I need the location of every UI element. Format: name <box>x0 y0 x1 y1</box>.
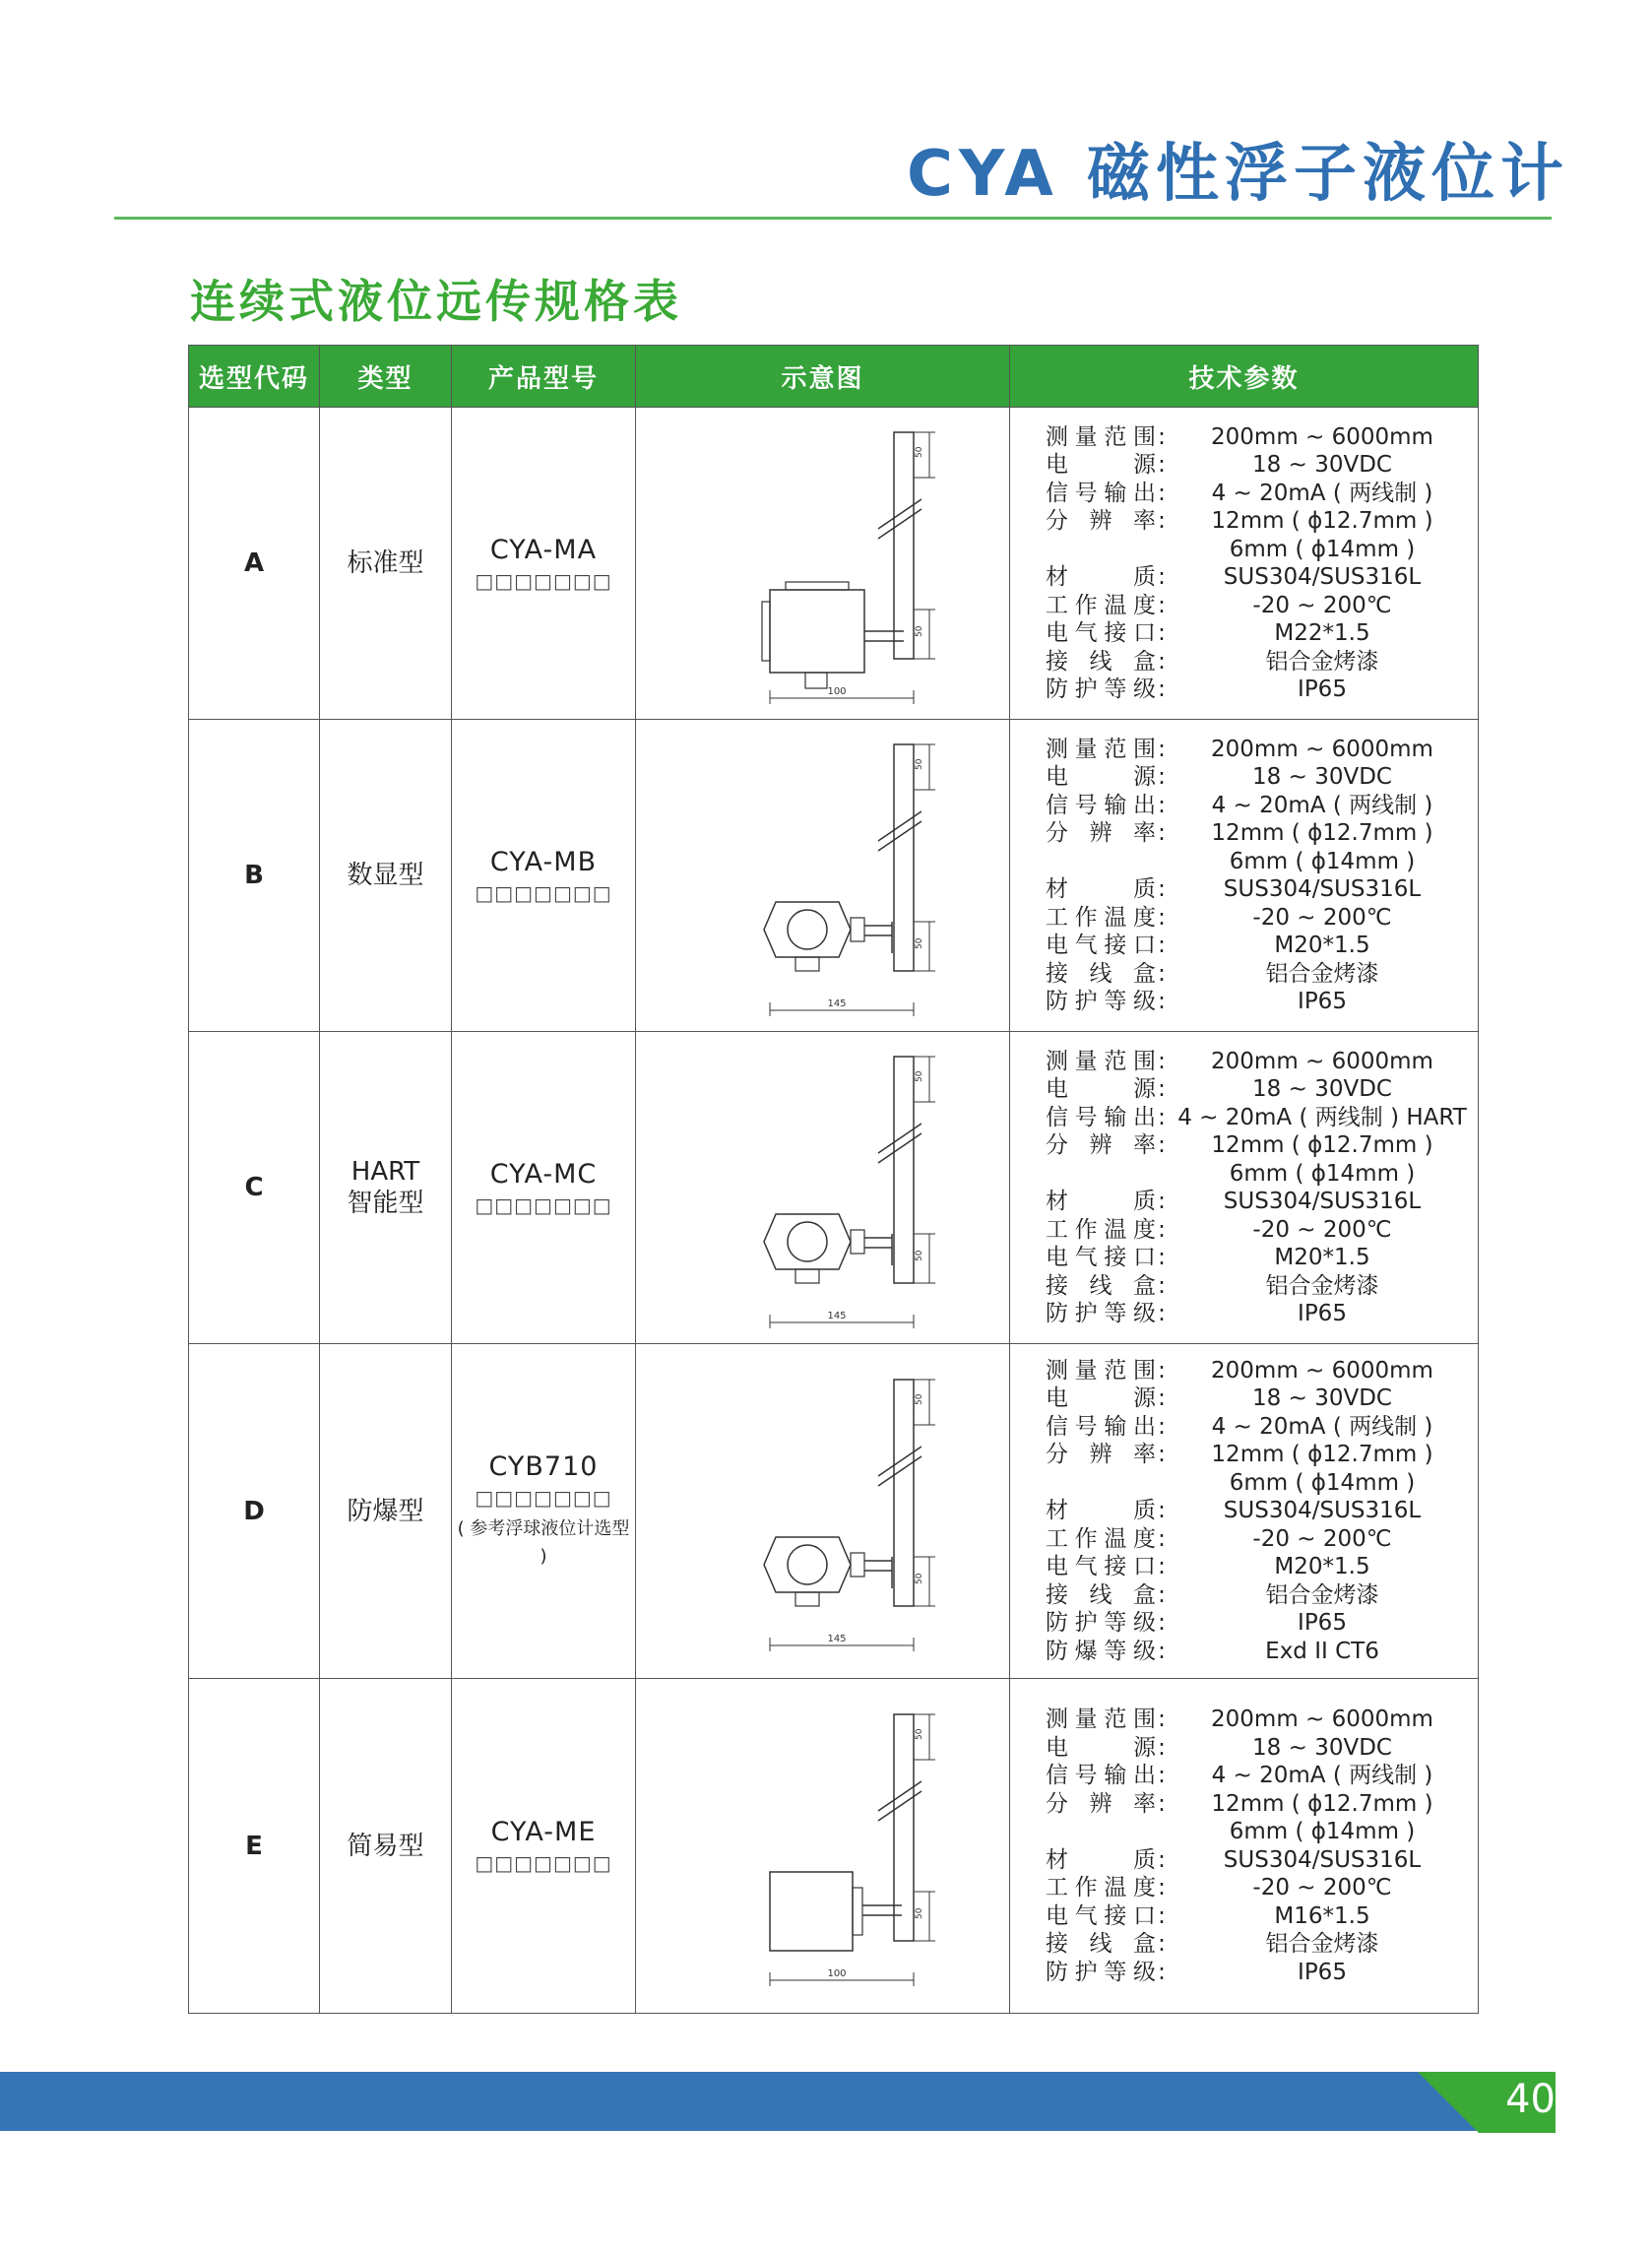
param-value: 4 ~ 20mA ( 两线制 ) HART <box>1177 1104 1467 1130</box>
param-value: -20 ~ 200℃ <box>1252 592 1392 618</box>
param-label: 电气接口 <box>1046 620 1156 646</box>
param-row <box>1046 1244 1477 1272</box>
param-value: M22*1.5 <box>1274 620 1370 646</box>
junction-box-cap <box>762 602 770 661</box>
param-row <box>1046 451 1477 480</box>
param-label: 电源 <box>1046 1734 1156 1761</box>
param-label: 工作温度 <box>1046 1525 1156 1552</box>
param-label: 电气接口 <box>1046 1902 1156 1929</box>
param-colon: : <box>1158 1790 1166 1817</box>
param-row <box>1046 1790 1477 1819</box>
dimension-label: 145 <box>826 1310 847 1321</box>
param-row <box>1046 932 1477 960</box>
dimension-label: 50 <box>914 625 924 637</box>
param-value: 200mm ~ 6000mm <box>1211 1048 1433 1074</box>
param-colon: : <box>1158 1048 1166 1074</box>
model-number: CYA-ME <box>490 1817 597 1847</box>
param-colon: : <box>1158 1357 1166 1384</box>
param-colon: : <box>1158 1734 1166 1761</box>
dimension-label: 50 <box>914 1070 924 1082</box>
param-row <box>1046 676 1477 704</box>
param-row <box>1046 1385 1477 1413</box>
param-label: 分辨率 <box>1046 820 1156 846</box>
dimension-label: 50 <box>914 937 924 949</box>
param-colon: : <box>1158 1846 1166 1873</box>
param-colon: : <box>1158 1104 1166 1130</box>
params-cell <box>1010 720 1479 1032</box>
table-header-row <box>189 346 1479 408</box>
model-placeholder: □□□□□□□ <box>475 1851 612 1875</box>
param-value: Exd II CT6 <box>1265 1638 1379 1664</box>
table-row <box>189 1032 1479 1344</box>
param-label: 材质 <box>1046 876 1156 902</box>
param-row <box>1046 819 1477 848</box>
param-colon: : <box>1158 736 1166 762</box>
param-value: -20 ~ 200℃ <box>1252 1875 1392 1900</box>
measuring-tube <box>894 744 914 971</box>
param-row <box>1046 1581 1477 1610</box>
selection-code: B <box>189 720 320 1032</box>
param-colon: : <box>1158 1638 1166 1664</box>
param-label: 接线盒 <box>1046 960 1156 987</box>
param-value: 18 ~ 30VDC <box>1252 764 1392 790</box>
dimension-label: 145 <box>826 1634 847 1644</box>
param-value: -20 ~ 200℃ <box>1252 1525 1392 1552</box>
cable-gland <box>805 673 827 688</box>
diagram-cell <box>636 720 1010 1032</box>
model-note: ( 参考浮球液位计选型 ) <box>457 1518 630 1567</box>
cable-gland <box>795 1269 819 1283</box>
param-colon: : <box>1158 764 1166 790</box>
param-label: 工作温度 <box>1046 904 1156 931</box>
table-row <box>189 720 1479 1032</box>
param-row <box>1046 423 1477 452</box>
type-cell <box>320 720 452 1032</box>
param-colon: : <box>1158 1442 1166 1468</box>
param-value: M20*1.5 <box>1274 1554 1370 1580</box>
param-row <box>1046 988 1477 1016</box>
param-row <box>1046 1104 1477 1132</box>
dimension-label: 50 <box>914 1728 924 1740</box>
param-row <box>1046 1762 1477 1790</box>
param-continuation: 6mm ( ϕ14mm ) <box>1229 1469 1416 1496</box>
junction-box-top <box>786 582 849 590</box>
params-cell <box>1010 408 1479 720</box>
measuring-tube <box>894 1380 914 1606</box>
type-cell <box>320 408 452 720</box>
param-colon: : <box>1158 876 1166 902</box>
params-cell <box>1010 1032 1479 1344</box>
param-colon: : <box>1158 1498 1166 1524</box>
footer-bar <box>0 2072 1477 2131</box>
param-label: 电源 <box>1046 1076 1156 1102</box>
param-row <box>1046 1216 1477 1245</box>
param-colon: : <box>1158 1763 1166 1788</box>
param-value: 200mm ~ 6000mm <box>1211 1707 1433 1732</box>
param-label: 工作温度 <box>1046 592 1156 618</box>
param-colon: : <box>1158 792 1166 818</box>
param-value: 18 ~ 30VDC <box>1252 1385 1392 1412</box>
param-value: 铝合金烤漆 <box>1265 960 1379 987</box>
model-placeholder: □□□□□□□ <box>475 568 612 593</box>
param-value: -20 ~ 200℃ <box>1252 1216 1392 1243</box>
param-row <box>1046 1959 1477 1987</box>
param-colon: : <box>1158 1554 1166 1580</box>
selection-code: E <box>189 1679 320 2014</box>
param-colon: : <box>1158 592 1166 618</box>
gauge-schematic <box>705 413 941 708</box>
param-value: 4 ~ 20mA ( 两线制 ) <box>1211 1763 1433 1788</box>
param-colon: : <box>1158 1931 1166 1957</box>
param-row <box>1046 1874 1477 1902</box>
param-value: 12mm ( ϕ12.7mm ) <box>1211 1790 1433 1817</box>
param-row <box>1046 1441 1477 1469</box>
param-value: 4 ~ 20mA ( 两线制 ) <box>1211 792 1433 818</box>
param-label: 材质 <box>1046 564 1156 590</box>
param-row <box>1046 648 1477 676</box>
param-label: 材质 <box>1046 1189 1156 1214</box>
param-value: 铝合金烤漆 <box>1265 1272 1379 1299</box>
param-continuation: 6mm ( ϕ14mm ) <box>1229 1819 1416 1844</box>
param-label: 信号输出 <box>1046 1413 1156 1440</box>
param-value: 4 ~ 20mA ( 两线制 ) <box>1211 1413 1433 1440</box>
param-colon: : <box>1158 1301 1166 1326</box>
param-colon: : <box>1158 820 1166 846</box>
diagram-cell <box>636 1679 1010 2014</box>
param-colon: : <box>1158 1902 1166 1929</box>
type-cell <box>320 1344 452 1679</box>
param-label: 信号输出 <box>1046 480 1156 506</box>
diagram-cell <box>636 1032 1010 1344</box>
model-cell <box>452 1032 636 1344</box>
param-label: 测量范围 <box>1046 423 1156 450</box>
junction-box-neck <box>851 1230 864 1254</box>
param-label: 分辨率 <box>1046 1442 1156 1468</box>
param-row <box>1046 1497 1477 1525</box>
param-label: 防护等级 <box>1046 1301 1156 1326</box>
measuring-tube <box>894 1714 914 1941</box>
type-line: HART <box>350 1157 420 1187</box>
param-colon: : <box>1158 452 1166 478</box>
param-colon: : <box>1158 1707 1166 1732</box>
param-row <box>1046 904 1477 933</box>
param-value: SUS304/SUS316L <box>1223 1498 1422 1524</box>
param-colon: : <box>1158 1610 1166 1637</box>
param-value: 200mm ~ 6000mm <box>1211 736 1433 762</box>
param-colon: : <box>1158 1189 1166 1214</box>
param-row <box>1046 763 1477 792</box>
param-value: 铝合金烤漆 <box>1265 648 1379 675</box>
junction-box-neck <box>851 1553 864 1577</box>
param-row <box>1046 619 1477 648</box>
display-window <box>788 910 827 949</box>
param-value: 18 ~ 30VDC <box>1252 1076 1392 1102</box>
param-label: 信号输出 <box>1046 1763 1156 1788</box>
param-continuation: 6mm ( ϕ14mm ) <box>1229 536 1416 562</box>
selection-code: A <box>189 408 320 720</box>
param-value: 12mm ( ϕ12.7mm ) <box>1211 508 1433 534</box>
param-value: 4 ~ 20mA ( 两线制 ) <box>1211 480 1433 506</box>
param-value: 铝合金烤漆 <box>1265 1931 1379 1957</box>
param-row <box>1046 875 1477 904</box>
param-label: 接线盒 <box>1046 1272 1156 1299</box>
param-value: SUS304/SUS316L <box>1223 876 1422 902</box>
param-row <box>1046 1734 1477 1763</box>
section-title: 连续式液位远传规格表 <box>190 275 682 328</box>
column-header: 产品型号 <box>452 346 636 408</box>
param-colon: : <box>1158 1385 1166 1412</box>
dimension-label: 100 <box>826 1968 847 1979</box>
param-label: 防护等级 <box>1046 989 1156 1014</box>
param-value: SUS304/SUS316L <box>1223 1189 1422 1214</box>
param-colon: : <box>1158 989 1166 1014</box>
param-label: 电源 <box>1046 764 1156 790</box>
param-row <box>1046 1272 1477 1301</box>
param-label: 分辨率 <box>1046 508 1156 534</box>
param-value: IP65 <box>1298 1301 1347 1326</box>
spec-table <box>188 345 1479 2014</box>
param-label: 电气接口 <box>1046 1554 1156 1580</box>
param-value: 18 ~ 30VDC <box>1252 452 1392 478</box>
param-row <box>1046 1188 1477 1216</box>
param-label: 防爆等级 <box>1046 1638 1156 1664</box>
display-window <box>788 1545 827 1584</box>
type-cell <box>320 1679 452 2014</box>
gauge-schematic <box>705 1695 941 1990</box>
type-line: 防爆型 <box>347 1496 424 1526</box>
param-row <box>1046 507 1477 536</box>
param-label: 电源 <box>1046 1385 1156 1412</box>
param-continuation: 6mm ( ϕ14mm ) <box>1229 1160 1416 1187</box>
column-header: 类型 <box>320 346 452 408</box>
dimension-label: 100 <box>826 685 847 697</box>
gauge-schematic <box>705 725 941 1020</box>
model-number: CYA-MA <box>489 534 598 565</box>
param-row <box>1046 563 1477 592</box>
param-value: 18 ~ 30VDC <box>1252 1734 1392 1761</box>
param-label: 工作温度 <box>1046 1216 1156 1243</box>
model-placeholder: □□□□□□□ <box>475 880 612 905</box>
param-value: SUS304/SUS316L <box>1223 1846 1422 1873</box>
page-number: 40 <box>1505 2077 1556 2122</box>
param-colon: : <box>1158 1245 1166 1270</box>
param-colon: : <box>1158 1959 1166 1985</box>
params-cell <box>1010 1344 1479 1679</box>
param-row <box>1046 1075 1477 1104</box>
param-colon: : <box>1158 1076 1166 1102</box>
type-cell <box>320 1032 452 1344</box>
param-colon: : <box>1158 620 1166 646</box>
param-colon: : <box>1158 904 1166 931</box>
param-label: 防护等级 <box>1046 1610 1156 1637</box>
param-value: IP65 <box>1298 989 1347 1014</box>
model-cell <box>452 408 636 720</box>
column-header: 技术参数 <box>1010 346 1479 408</box>
param-colon: : <box>1158 1272 1166 1299</box>
param-row <box>1046 1131 1477 1160</box>
param-label: 分辨率 <box>1046 1132 1156 1158</box>
param-row <box>1046 736 1477 764</box>
param-colon: : <box>1158 676 1166 702</box>
param-row <box>1046 1525 1477 1554</box>
param-label: 材质 <box>1046 1498 1156 1524</box>
param-colon: : <box>1158 1413 1166 1440</box>
model-number: CYA-MC <box>489 1158 598 1190</box>
param-label: 工作温度 <box>1046 1875 1156 1900</box>
table-row <box>189 408 1479 720</box>
param-value: 12mm ( ϕ12.7mm ) <box>1211 1132 1433 1158</box>
gauge-schematic <box>705 1360 941 1655</box>
param-row <box>1046 1553 1477 1581</box>
dimension-label: 50 <box>914 1573 924 1584</box>
param-label: 接线盒 <box>1046 1581 1156 1608</box>
diagram-cell <box>636 408 1010 720</box>
measuring-tube <box>894 1057 914 1283</box>
param-colon: : <box>1158 933 1166 958</box>
model-placeholder: □□□□□□□ <box>475 1192 612 1217</box>
model-placeholder: □□□□□□□ <box>475 1486 612 1510</box>
column-header: 示意图 <box>636 346 1010 408</box>
param-value: -20 ~ 200℃ <box>1252 904 1392 931</box>
dimension-label: 50 <box>914 1250 924 1261</box>
param-label: 测量范围 <box>1046 1048 1156 1074</box>
param-row <box>1046 1413 1477 1442</box>
param-row <box>1046 1902 1477 1931</box>
cable-gland <box>795 1592 819 1606</box>
param-row <box>1046 1930 1477 1959</box>
param-colon: : <box>1158 1216 1166 1243</box>
param-label: 电气接口 <box>1046 1245 1156 1270</box>
type-line: 标准型 <box>347 548 424 578</box>
header-divider <box>114 217 1552 220</box>
param-label: 接线盒 <box>1046 1931 1156 1957</box>
param-colon: : <box>1158 1875 1166 1900</box>
param-row <box>1046 1638 1477 1666</box>
param-value: M16*1.5 <box>1274 1902 1370 1929</box>
param-label: 分辨率 <box>1046 1790 1156 1817</box>
param-label: 测量范围 <box>1046 1707 1156 1732</box>
dimension-label: 50 <box>914 446 924 458</box>
model-cell <box>452 720 636 1032</box>
param-row <box>1046 1706 1477 1734</box>
display-window <box>788 1222 827 1261</box>
param-row <box>1046 592 1477 620</box>
param-label: 防护等级 <box>1046 676 1156 702</box>
param-continuation: 6mm ( ϕ14mm ) <box>1229 848 1416 874</box>
param-row <box>1046 1609 1477 1638</box>
param-colon: : <box>1158 960 1166 987</box>
selection-code: D <box>189 1344 320 1679</box>
param-value: 200mm ~ 6000mm <box>1211 423 1433 450</box>
type-line: 简易型 <box>347 1831 424 1861</box>
param-value: M20*1.5 <box>1274 1245 1370 1270</box>
model-number: CYA-MB <box>489 846 598 877</box>
junction-box-body <box>770 1872 853 1951</box>
type-line: 智能型 <box>347 1189 424 1218</box>
junction-box-flange <box>853 1888 862 1935</box>
params-cell <box>1010 1679 1479 2014</box>
param-value: 12mm ( ϕ12.7mm ) <box>1211 820 1433 846</box>
param-colon: : <box>1158 1132 1166 1158</box>
param-label: 信号输出 <box>1046 1104 1156 1130</box>
junction-box-body <box>770 590 864 673</box>
dimension-label: 50 <box>914 1907 924 1919</box>
table-row <box>189 1344 1479 1679</box>
param-row <box>1046 1846 1477 1875</box>
dimension-label: 50 <box>914 758 924 770</box>
param-colon: : <box>1158 423 1166 450</box>
model-number: CYB710 <box>488 1451 599 1482</box>
param-row <box>1046 480 1477 508</box>
param-label: 信号输出 <box>1046 792 1156 818</box>
param-row <box>1046 1357 1477 1385</box>
param-value: 12mm ( ϕ12.7mm ) <box>1211 1442 1433 1468</box>
param-row <box>1046 1300 1477 1328</box>
column-header: 选型代码 <box>189 346 320 408</box>
param-row <box>1046 960 1477 989</box>
model-cell <box>452 1344 636 1679</box>
dimension-label: 145 <box>826 998 847 1009</box>
param-value: SUS304/SUS316L <box>1223 564 1422 590</box>
param-colon: : <box>1158 564 1166 590</box>
param-label: 电气接口 <box>1046 933 1156 958</box>
selection-code: C <box>189 1032 320 1344</box>
diagram-cell <box>636 1344 1010 1679</box>
cable-gland <box>795 957 819 971</box>
param-value: IP65 <box>1298 1610 1347 1637</box>
param-colon: : <box>1158 480 1166 506</box>
param-row <box>1046 1048 1477 1076</box>
page-title: CYA 磁性浮子液位计 <box>907 138 1569 211</box>
param-label: 接线盒 <box>1046 648 1156 675</box>
param-label: 电源 <box>1046 452 1156 478</box>
measuring-tube <box>894 432 914 659</box>
param-label: 防护等级 <box>1046 1959 1156 1985</box>
param-value: 铝合金烤漆 <box>1265 1581 1379 1608</box>
junction-box-neck <box>851 918 864 941</box>
param-value: IP65 <box>1298 676 1347 702</box>
dimension-label: 50 <box>914 1393 924 1405</box>
param-colon: : <box>1158 1525 1166 1552</box>
type-line: 数显型 <box>347 861 424 890</box>
param-colon: : <box>1158 648 1166 675</box>
param-colon: : <box>1158 1581 1166 1608</box>
param-value: IP65 <box>1298 1959 1347 1985</box>
gauge-schematic <box>705 1037 941 1332</box>
param-label: 材质 <box>1046 1846 1156 1873</box>
param-label: 测量范围 <box>1046 1357 1156 1384</box>
param-value: M20*1.5 <box>1274 933 1370 958</box>
param-label: 测量范围 <box>1046 736 1156 762</box>
table-row <box>189 1679 1479 2014</box>
param-row <box>1046 792 1477 820</box>
param-colon: : <box>1158 508 1166 534</box>
param-value: 200mm ~ 6000mm <box>1211 1357 1433 1384</box>
model-cell <box>452 1679 636 2014</box>
